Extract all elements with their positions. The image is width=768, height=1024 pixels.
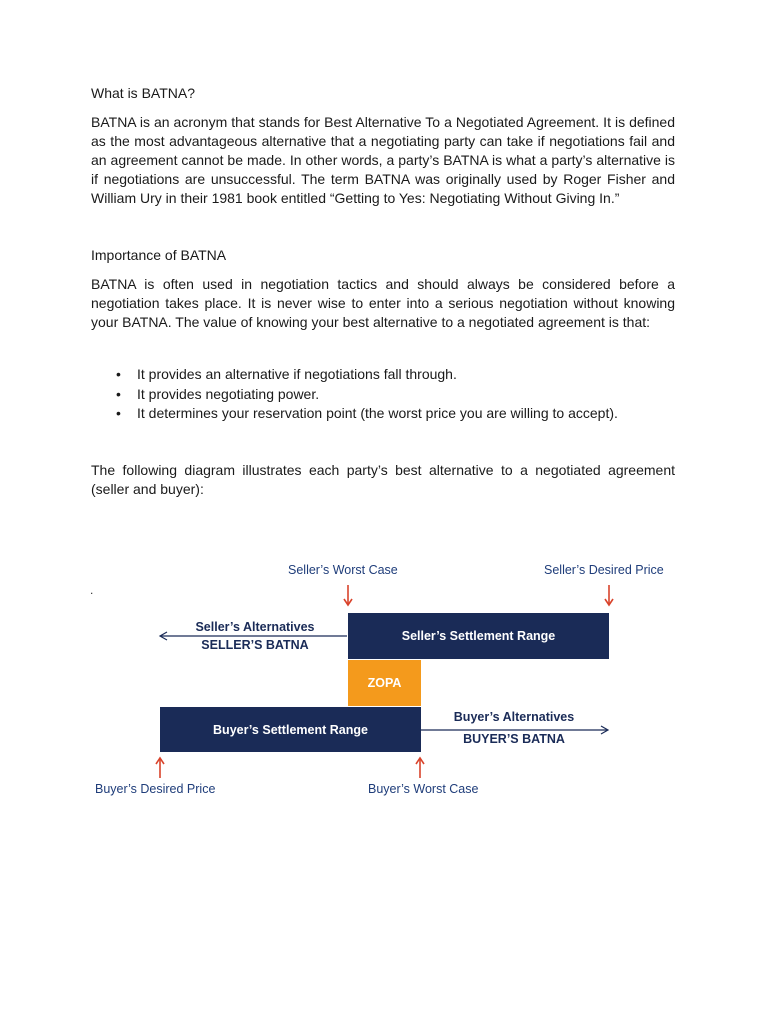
seller-alternatives-arrow-icon: [160, 632, 347, 640]
seller-settlement-range-box: Seller’s Settlement Range: [348, 613, 609, 659]
buyer-desired-price-arrow-icon: [156, 758, 164, 778]
buyer-alternatives-arrow-icon: [421, 726, 608, 734]
seller-batna-label: SELLER’S BATNA: [201, 638, 309, 652]
seller-desired-price-label: Seller’s Desired Price: [544, 563, 664, 577]
buyer-alternatives-label: Buyer’s Alternatives BUYER’S BATNA: [443, 708, 585, 748]
bullet-icon: •: [116, 405, 121, 421]
stray-mark: .: [90, 583, 94, 597]
list-item: • It determines your reservation point (the worst price you are willing to accept).: [91, 404, 675, 424]
seller-alternatives-label: Seller’s Alternatives SELLER’S BATNA: [184, 618, 326, 654]
buyer-desired-price-label: Buyer’s Desired Price: [95, 782, 216, 796]
seller-desired-price-arrow-icon: [605, 585, 613, 605]
heading-importance: Importance of BATNA: [91, 247, 227, 263]
document-body: [91, 84, 675, 499]
bullet-icon: •: [116, 385, 121, 402]
paragraph-definition: BATNA is an acronym that stands for Best Alternative To a Negotiated Agreement. It is defined as the most advantageous alternative that a negotiating party can take if negotiations fail and an agreement cannot be made. In other words, a party’s BATNA is what a party’s alternative is if negotiations are unsuccessful. The term BATNA was originally used by Roger Fisher and William Ury in their 1981 book entitled “Getting to Yes: Negotiating Without Giving In.”: [91, 114, 675, 206]
seller-worst-case-label: Seller’s Worst Case: [288, 563, 398, 577]
bullet-icon: •: [116, 366, 121, 382]
bullet-list: [91, 365, 675, 424]
list-item: • It provides negotiating power.: [91, 385, 675, 405]
heading-what-is-batna: What is BATNA?: [91, 85, 195, 101]
paragraph-importance: BATNA is often used in negotiation tactics and should always be considered before a negotiation takes place. It is never wise to enter into a serious negotiation without knowing your BATNA. The value of knowing your best alternative to a negotiated agreement is that:: [91, 276, 675, 330]
buyer-settlement-range-box: Buyer’s Settlement Range: [160, 707, 421, 752]
buyer-worst-case-label: Buyer’s Worst Case: [368, 782, 479, 796]
buyer-batna-label: BUYER’S BATNA: [463, 732, 565, 746]
list-item: • It provides an alternative if negotiations fall through.: [91, 365, 675, 385]
zopa-box: ZOPA: [348, 660, 421, 706]
seller-worst-case-arrow-icon: [344, 585, 352, 605]
buyer-worst-case-arrow-icon: [416, 758, 424, 778]
paragraph-diagram-intro: The following diagram illustrates each party’s best alternative to a negotiated agreement (seller and buyer):: [91, 461, 675, 497]
